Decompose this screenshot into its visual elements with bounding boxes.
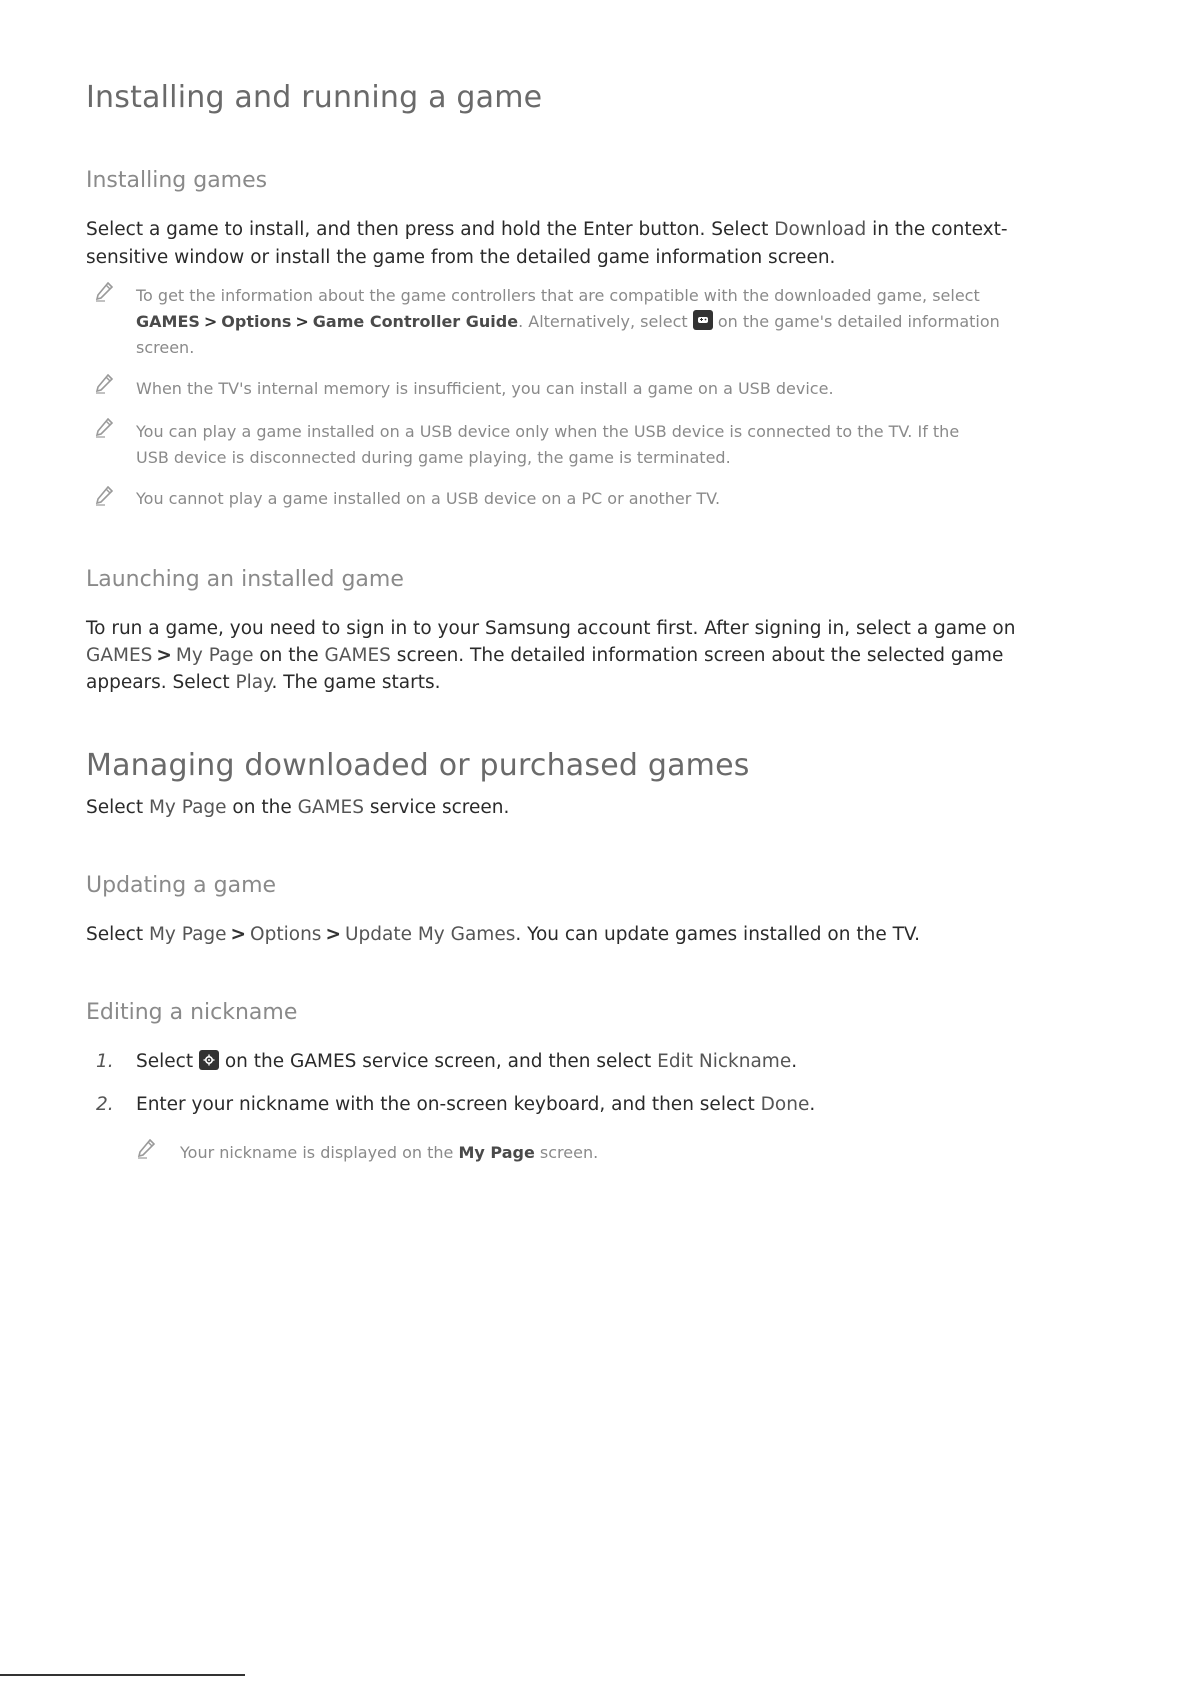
launching-line2 [86,643,1003,669]
text: Enter your nickname with the on-screen keyboard, and then select [136,1094,761,1115]
my-page-term: My Page [148,924,227,945]
my-page-term: My Page [148,797,227,818]
games-term: GAMES [297,797,364,818]
heading-launching: Launching an installed game [86,567,404,592]
footer-rule [0,1674,245,1676]
edit-nickname-term: Edit Nickname [657,1051,792,1072]
chevron-right-icon: > [295,312,309,331]
note-usb-line2: USB device is disconnected during game playing, the game is terminated. [136,448,731,467]
text: screen. The detailed information screen about the selected game [390,645,1004,666]
step-1-text [136,1049,797,1075]
games-term: GAMES [136,312,200,331]
installing-paragraph-line2: sensitive window or install the game from the detailed game information screen. [86,247,836,268]
step-number-2: 2. [96,1094,114,1115]
game-controller-guide-term: Game Controller Guide [312,312,519,331]
text: . [809,1094,816,1115]
step-2-text [136,1092,815,1118]
play-term: Play [235,672,272,693]
chevron-right-icon: > [203,312,218,331]
text: . You can update games installed on the TV. [515,924,921,945]
note-usb-pc: You cannot play a game installed on a USB device on a PC or another TV. [136,489,721,508]
gamepad-button-icon [693,310,713,330]
text: Select [86,924,149,945]
games-term: GAMES [324,645,391,666]
heading-installing-games: Installing games [86,168,268,193]
text: on the [226,797,298,818]
note-controllers-line1: To get the information about the game controllers that are compatible with the downloaded game, select [136,286,980,305]
text: . Alternatively, select [518,312,693,331]
note-usb-line1: You can play a game installed on a USB device only when the USB device is connected to the TV. If the [136,422,960,441]
settings-button-icon [199,1050,219,1070]
note-internal-memory: When the TV's internal memory is insufficient, you can install a game on a USB device. [136,379,834,398]
options-term: Options [250,924,322,945]
pencil-note-icon [95,282,113,302]
text: Select [136,1051,199,1072]
games-term: GAMES [86,645,153,666]
section-title-installing-running: Installing and running a game [86,80,543,115]
text: . [791,1051,798,1072]
launching-line1: To run a game, you need to sign in to your Samsung account first. After signing in, select a game on [86,618,1016,639]
my-page-term: My Page [458,1143,535,1162]
download-term: Download [774,219,867,240]
text: appears. Select [86,672,236,693]
pencil-note-icon [137,1139,155,1159]
launching-line3 [86,670,440,696]
text: Select [86,797,149,818]
done-term: Done [760,1094,810,1115]
chevron-right-icon: > [325,924,341,945]
installing-paragraph-line1 [86,217,1008,243]
text: Your nickname is displayed on the [180,1143,459,1162]
chevron-right-icon: > [230,924,247,945]
note-controllers-line3: screen. [136,338,195,357]
text: . The game starts. [271,672,441,693]
pencil-note-icon [95,418,113,438]
note-controllers-line2 [136,310,1000,334]
managing-intro [86,795,509,821]
chevron-right-icon: > [156,645,172,666]
my-page-term: My Page [175,645,254,666]
text: on the [253,645,325,666]
text: screen. [534,1143,599,1162]
heading-editing-nickname: Editing a nickname [86,1000,298,1025]
text: on the GAMES service screen, and then select [218,1051,658,1072]
text: in the context- [866,219,1008,240]
text: service screen. [363,797,510,818]
text: Select a game to install, and then press and hold the Enter button. Select [86,219,775,240]
section-title-managing: Managing downloaded or purchased games [86,748,750,783]
updating-paragraph [86,922,920,948]
note-nickname-displayed [180,1141,598,1165]
step-number-1: 1. [96,1051,114,1072]
text: on the game's detailed information [712,312,1000,331]
options-term: Options [221,312,292,331]
pencil-note-icon [95,374,113,394]
update-my-games-term: Update My Games [344,924,516,945]
heading-updating: Updating a game [86,873,277,898]
pencil-note-icon [95,486,113,506]
